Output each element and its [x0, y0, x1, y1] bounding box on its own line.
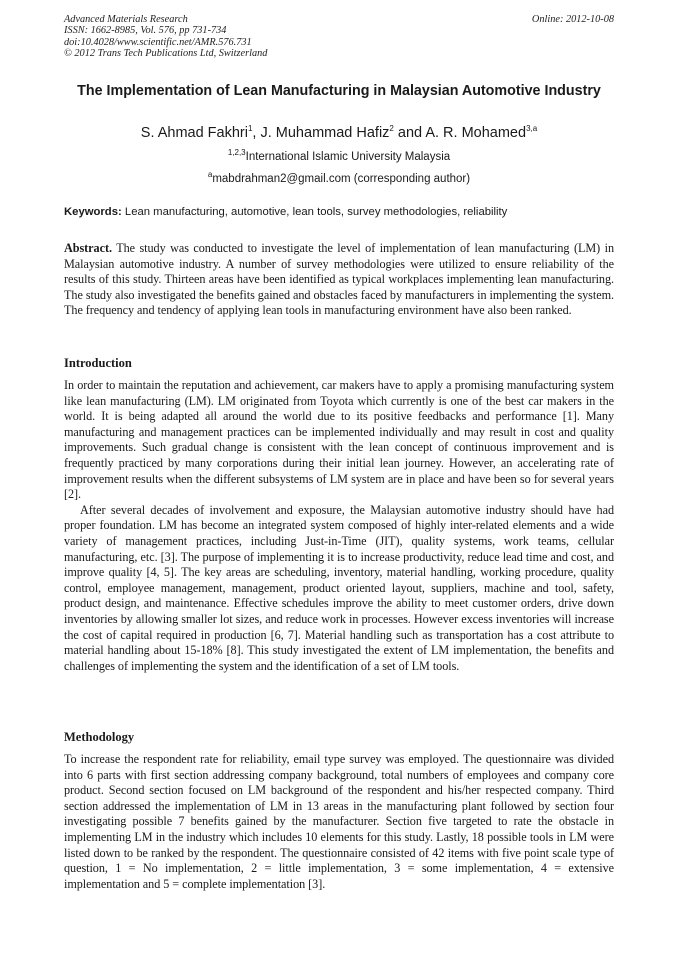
author-affiliation-mark: 2 [389, 124, 394, 133]
author-separator: , [252, 124, 261, 141]
journal-header [64, 14, 267, 60]
author-list [64, 124, 614, 141]
author-name: A. R. Mohamed [425, 124, 527, 141]
introduction-body [64, 378, 614, 674]
introduction-heading: Introduction [64, 356, 132, 370]
paragraph: After several decades of involvement and exposure, the Malaysian automotive industry should have had proper foundation. LM has become an integrated system composed of highly inter-related elements and a wide variety of management practices, including Just-in-Time (JIT), quality systems, work teams, cellular manufacturing, etc. [3]. The purpose of implementing it is to increase productivity, reduce lead time and cost, and improve quality [4, 5]. The key areas are scheduling, inventory, material handling, working procedure, quality control, employee management, management, product oriented layout, suppliers, machine and tool, safety, product design, and maintenance. Effective schedules improve the ability to meet customer orders, drive down inventories by allowing smaller lot sizes, and reduce work in processes. However excess inventories will increase the cost of capital required in production [6, 7]. Material handling such as transportation has a cost attribute to material handling about 15-18% [8]. This study investigated the extent of LM implementation, the benefits and challenges of implementing the system and the identification of a set of LM tools. [64, 502, 614, 673]
email-text: mabdrahman2@gmail.com (corresponding author) [212, 172, 471, 185]
keywords-label: Keywords: [64, 206, 122, 218]
affiliation-text: International Islamic University Malaysia [245, 150, 451, 163]
author-separator: and [393, 124, 426, 141]
methodology-heading: Methodology [64, 730, 135, 744]
methodology-body [64, 752, 614, 892]
doi-line: doi:10.4028/www.scientific.net/AMR.576.731 [64, 36, 252, 48]
author-affiliation-mark: 3,a [526, 124, 538, 133]
issn-line: ISSN: 1662-8985, Vol. 576, pp 731-734 [64, 25, 227, 37]
journal-name: Advanced Materials Research [64, 14, 188, 25]
copyright-line: © 2012 Trans Tech Publications Ltd, Switzerland [64, 48, 268, 60]
online-date: Online: 2012-10-08 [531, 14, 614, 25]
affiliation-mark: 1,2,3 [227, 148, 246, 157]
abstract [64, 241, 614, 319]
paragraph: In order to maintain the reputation and achievement, car makers have to apply a promising manufacturing system like lean manufacturing (LM). LM originated from Toyota which currently is one of the best car makers in the world. It is being adapted all around the world due to its positive feedbacks and performance [1]. Many manufacturing and management practices can be implemented individually and may result in cost and quality improvements. Such gradual change is consistent with the lean concept of continuous improvement and is frequently practiced by many corporations during their initial lean journey. However, an accelerating rate of improvement results when the different subsystems of LM system are in place and have been so for several years [2]. [64, 378, 614, 502]
paragraph: To increase the respondent rate for reliability, email type survey was employed. The questionnaire was divided into 6 parts with first section addressing company background, total numbers of employees and company core product. Second section focused on LM background of the respondent and his/her respected company. Third section addressed the implementation of LM in 13 areas in the manufacturing plant followed by section four investigating possible 7 benefits gained by the manufacturer. Section five targeted to rate the obstacle in implementing LM in the industry which includes 10 elements for this study. Lastly, 18 possible tools in LM were listed down to be ranked by the respondent. The questionnaire consisted of 42 items with five point scale type of question, 1 = No implementation, 2 = little implementation, 3 = some implementation, 4 = extensive implementation and 5 = complete implementation [3]. [64, 752, 614, 891]
abstract-text: The study was conducted to investigate the level of implementation of lean manufacturing (LM) in Malaysian automotive industry. A number of survey methodologies were utilized to ensure reliability of the results of this study. Thirteen areas have been identified as typical workplaces implementing lean manufacturing. The study also investigated the benefits gained and obstacles faced by manufacturers in implementing the system. The frequency and tendency of applying lean tools in manufacturing environment have also been ranked. [64, 241, 614, 318]
abstract-label: Abstract. [64, 241, 112, 255]
author-name: S. Ahmad Fakhri [140, 124, 248, 141]
email-mark: a [207, 170, 213, 179]
corresponding-email [64, 170, 614, 185]
keywords [64, 206, 614, 218]
paper-title: The Implementation of Lean Manufacturing in Malaysian Automotive Industry [77, 83, 601, 99]
author-affiliation-mark: 1 [247, 124, 253, 133]
author-name: J. Muhammad Hafiz [260, 124, 390, 141]
affiliation [64, 148, 614, 163]
keywords-text: Lean manufacturing, automotive, lean tools, survey methodologies, reliability [124, 206, 508, 218]
